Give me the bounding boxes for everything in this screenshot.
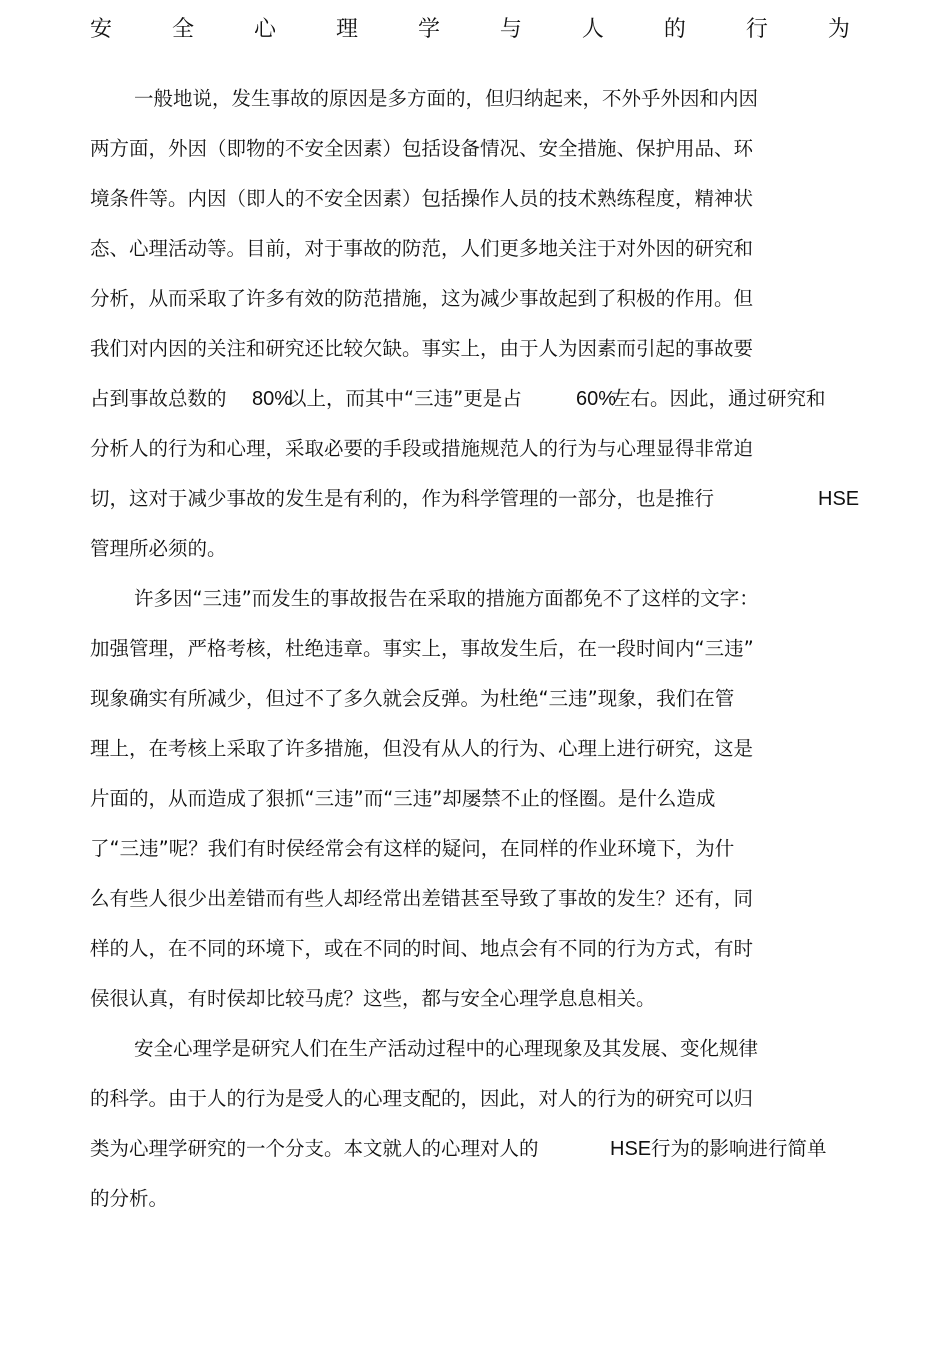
text-line bbox=[90, 434, 753, 464]
text-segment: 切，这对于减少事故的发生是有利的，作为科学管理的一部分，也是推行 bbox=[90, 487, 715, 510]
text-line bbox=[90, 984, 656, 1014]
text-segment: 一般地说，发生事故的原因是多方面的，但归纳起来，不外乎外因和内因 bbox=[134, 87, 759, 110]
text-line bbox=[90, 1184, 168, 1214]
text-line bbox=[90, 534, 227, 564]
text-line bbox=[134, 84, 758, 114]
text-line bbox=[90, 734, 753, 764]
text-segment: 现象确实有所减少，但过不了多久就会反弹。为杜绝“三违”现象，我们在管 bbox=[90, 687, 735, 710]
latin-text: HSE bbox=[818, 488, 860, 510]
title-char: 行 bbox=[745, 16, 768, 42]
latin-text: HSE bbox=[610, 1138, 652, 1160]
text-segment: 两方面，外因（即物的不安全因素）包括设备情况、安全措施、保护用品、环 bbox=[90, 137, 754, 160]
title-char: 心 bbox=[253, 16, 276, 42]
text-line bbox=[134, 1034, 758, 1064]
latin-text: 80% bbox=[252, 388, 293, 410]
text-line bbox=[90, 784, 715, 814]
text-line bbox=[90, 884, 753, 914]
text-segment: 分析人的行为和心理，采取必要的手段或措施规范人的行为与心理显得非常迫 bbox=[90, 437, 754, 460]
text-line bbox=[90, 1134, 870, 1164]
text-segment: 我们对内因的关注和研究还比较欠缺。事实上，由于人为因素而引起的事故要 bbox=[90, 337, 754, 360]
document-title bbox=[90, 10, 850, 44]
text-segment: 加强管理，严格考核，杜绝违章。事实上，事故发生后，在一段时间内“三违” bbox=[90, 637, 754, 660]
text-segment: 理上，在考核上采取了许多措施，但没有从人的行为、心理上进行研究，这是 bbox=[90, 737, 754, 760]
title-char: 安 bbox=[90, 16, 113, 42]
text-line bbox=[90, 1084, 753, 1114]
text-segment: 境条件等。内因（即人的不安全因素）包括操作人员的技术熟练程度，精神状 bbox=[90, 187, 754, 210]
text-segment: 片面的，从而造成了狠抓“三违”而“三违”却屡禁不止的怪圈。是什么造成 bbox=[90, 787, 716, 810]
title-char: 全 bbox=[171, 16, 194, 42]
text-line bbox=[90, 684, 734, 714]
title-char: 人 bbox=[581, 16, 604, 42]
text-segment: 了“三违”呢？我们有时侯经常会有这样的疑问，在同样的作业环境下，为什 bbox=[90, 837, 735, 860]
text-segment: 许多因“三违”而发生的事故报告在采取的措施方面都免不了这样的文字： bbox=[134, 587, 759, 610]
text-segment: 的分析。 bbox=[90, 1187, 169, 1210]
text-segment: 行为的影响进行简单 bbox=[651, 1137, 827, 1160]
text-line bbox=[90, 934, 753, 964]
title-char: 学 bbox=[417, 16, 440, 42]
text-line bbox=[90, 184, 753, 214]
text-segment: 占到事故总数的 bbox=[90, 387, 227, 410]
text-segment: 态、心理活动等。目前，对于事故的防范，人们更多地关注于对外因的研究和 bbox=[90, 237, 754, 260]
text-line bbox=[90, 134, 753, 164]
text-line bbox=[90, 834, 734, 864]
text-segment: 以上，而其中“三违”更是占 bbox=[287, 387, 522, 410]
text-line bbox=[90, 284, 753, 314]
text-segment: 类为心理学研究的一个分支。本文就人的心理对人的 bbox=[90, 1137, 539, 1160]
text-line bbox=[90, 234, 753, 264]
latin-text: 60% bbox=[576, 388, 617, 410]
text-line bbox=[90, 334, 753, 364]
text-segment: 的科学。由于人的行为是受人的心理支配的，因此，对人的行为的研究可以归 bbox=[90, 1087, 754, 1110]
text-segment: 安全心理学是研究人们在生产活动过程中的心理现象及其发展、变化规律 bbox=[134, 1037, 759, 1060]
title-char: 与 bbox=[499, 16, 522, 42]
text-segment: 样的人，在不同的环境下，或在不同的时间、地点会有不同的行为方式，有时 bbox=[90, 937, 754, 960]
text-segment: 么有些人很少出差错而有些人却经常出差错甚至导致了事故的发生？还有，同 bbox=[90, 887, 754, 910]
text-line bbox=[90, 634, 754, 664]
title-char: 理 bbox=[335, 16, 358, 42]
text-segment: 管理所必须的。 bbox=[90, 537, 227, 560]
text-line bbox=[90, 484, 870, 514]
title-char: 的 bbox=[663, 16, 686, 42]
text-segment: 左右。因此，通过研究和 bbox=[611, 387, 826, 410]
text-segment: 分析，从而采取了许多有效的防范措施，这为减少事故起到了积极的作用。但 bbox=[90, 287, 754, 310]
text-segment: 侯很认真，有时侯却比较马虎？这些，都与安全心理学息息相关。 bbox=[90, 987, 656, 1010]
title-char: 为 bbox=[827, 16, 850, 42]
text-line bbox=[90, 384, 870, 414]
text-line bbox=[134, 584, 759, 614]
